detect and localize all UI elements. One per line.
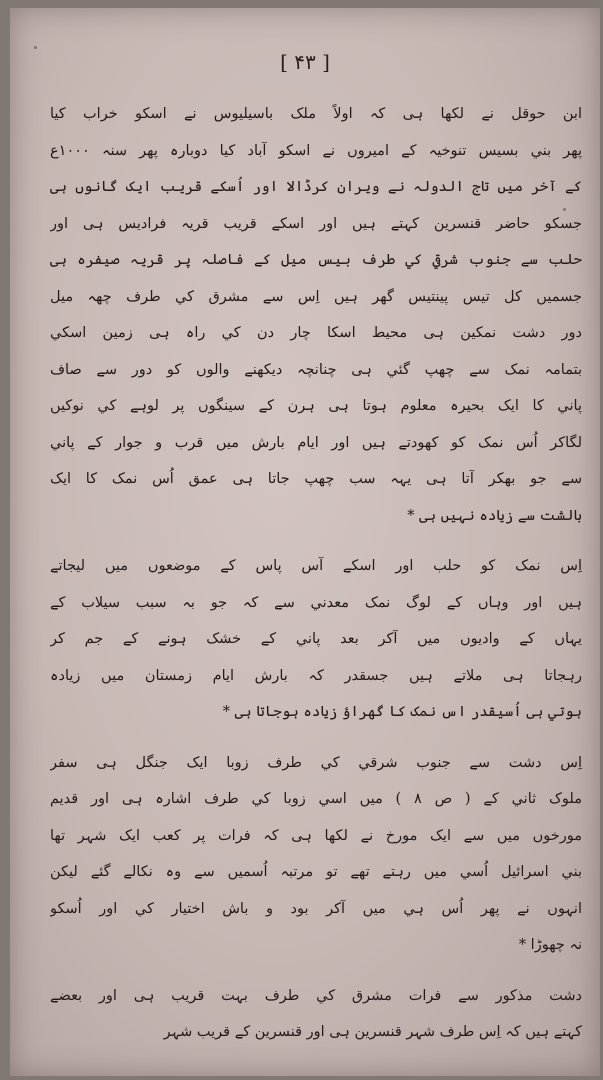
text-line: پھر بني بسیس تنوخیہ کے امیروں نے اسکو آباد کیا دوبارہ پھر سنہ ۱۰۰۰ع <box>50 142 582 159</box>
ink-speck <box>34 46 37 49</box>
paragraph-gap <box>50 964 582 978</box>
text-line: ہوتي ہی اُسیقدر اس نمک کا گھراؤ زیادہ ہوجاتا ہی * <box>222 704 582 720</box>
paragraph-gap <box>50 731 582 745</box>
text-line: جسکو حاضر قنسرین کہتے ہیں اور اسکے قریب قریہ فرادیس ہی اور <box>50 215 582 232</box>
paragraph <box>50 548 582 731</box>
paragraph <box>50 745 582 964</box>
text-line: ہیں اور وہاں کے لوگ نمک معدني سے کہ جو بہ سبب سیلاب کے <box>50 594 582 611</box>
text-line: بالشت سے زیادہ نہیں ہی * <box>407 507 582 524</box>
text-line: ابن حوقل نے لکھا ہی کہ اولاً ملک باسیلیوس نے اسکو خراب کیا <box>50 106 582 122</box>
text-line: بتمامہ نمک سے چھپ گئي ہی چنانچہ دیکھنے والوں کو دور سے صاف <box>50 361 582 378</box>
text-line: کے آخر میں تاج الدولہ نے ویران کرڈالا اور اُسکے قریب ایک گانوں ہی <box>50 179 582 195</box>
text-line: نہ چھوڑا * <box>518 937 582 953</box>
page-number: [ ۴۳ ] <box>280 50 330 74</box>
paragraph <box>50 96 582 534</box>
text-line: مورخوں میں سے ایک مورخ نے لکھا ہی کہ فرات پر کعب ایک شہر تھا <box>50 827 582 844</box>
text-line: پاني کا ایک بحیرہ معلوم ہوتا ہی ہرن کے سینگوں پر لوہے کي نوکیں <box>50 398 582 414</box>
text-line: اِس دشت سے جنوب شرقي کي طرف زوبا ایک جنگل ہی سفر <box>50 754 582 771</box>
text-line: رہجاتا ہی ملاتے ہیں جسقدر کہ بارش ایام زمستان میں زیادہ <box>50 667 582 684</box>
text-line: کہتے ہیں کہ اِس طرف شہر قنسرین ہی اور قنسرین کے قریب شہر <box>163 1024 582 1040</box>
text-line: اِس نمک کو حلب اور اسکے آس پاس کے موضعوں میں لیجاتے <box>50 558 582 574</box>
text-line: لگاکر اُس نمک کو کھودتے ہیں اور ایام بارش میں قرب و جوار کے پاني <box>50 434 582 451</box>
text-line: جسمیں کل تیس پینتیس گھر ہیں اِس سے مشرق کي طرف چھہ میل <box>50 288 582 305</box>
text-line: انہوں نے پھر اُس ہي میں آکر بود و باش اختیار کي اور اُسکو <box>50 900 582 917</box>
text-line: ملوک ثاني کے ( ص ۸ ) میں اسي زوبا کي طرف اشارہ ہی اور قدیم <box>50 791 582 807</box>
paragraph <box>50 978 582 1051</box>
paragraph-gap <box>50 534 582 548</box>
book-page <box>10 8 600 1076</box>
body-text <box>50 96 582 1051</box>
text-line: یہاں کے وادیوں میں آکر بعد پاني کے خشک ہونے کے جم کر <box>50 631 582 647</box>
text-line: سے جو بھکر آتا ہی یہہ سب چھپ جاتا ہی عمق اُس نمک کا ایک <box>50 471 582 487</box>
text-line: حلب سے جنوب شرقي کي طرف بیس میل کے فاصلہ پر قریہ صیفرہ ہی <box>50 252 582 268</box>
text-line: دشت مذکور سے فرات مشرق کي طرف بہت قریب ہی اور بعضے <box>50 987 582 1004</box>
text-line: بني اسرائیل اُسي میں رہتے تھے تو مرتبہ اُسمیں سے وہ نکالے گئے لیکن <box>50 864 582 880</box>
text-line: دور دشت نمکین ہی محیط اسکا چار دن کي راہ ہی زمین اسکي <box>50 325 582 341</box>
